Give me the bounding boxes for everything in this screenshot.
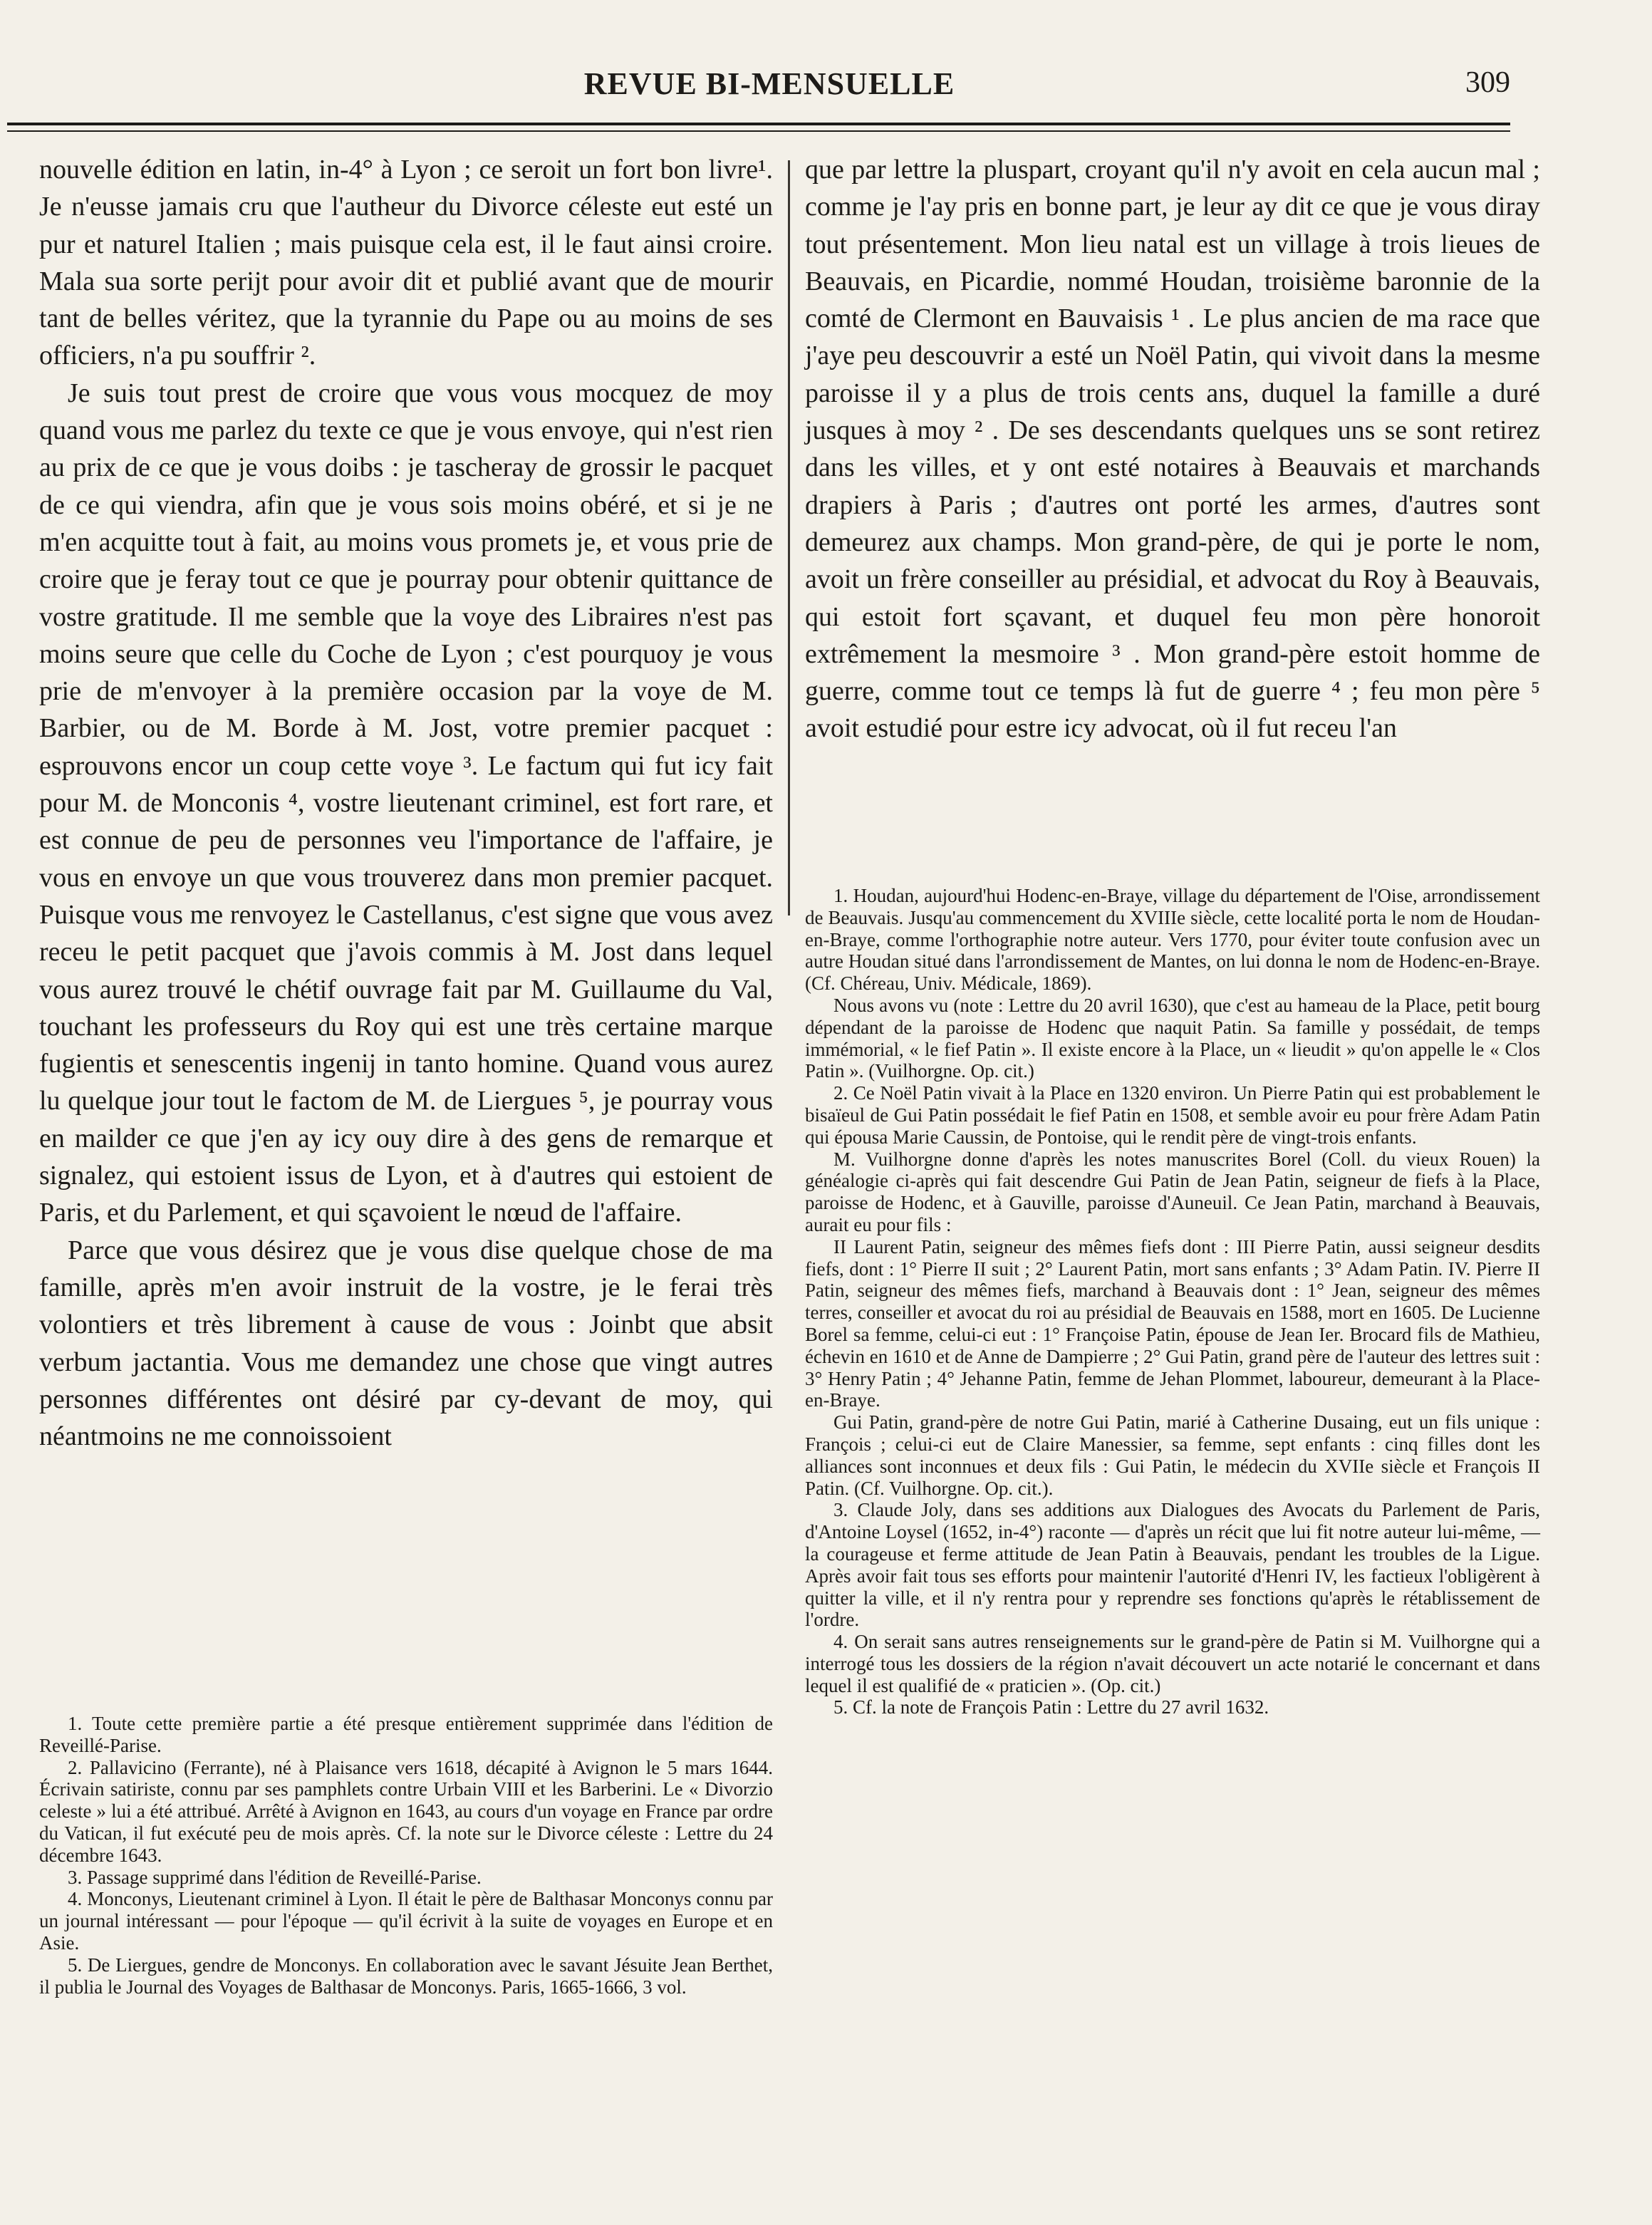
page-number: 309 — [1465, 66, 1510, 99]
footnote: 3. Claude Joly, dans ses additions aux Dialogues des Avocats du Parlement de Paris, d'Antoine Loysel (1652, in-4°) raconte — d'après un récit que lui fit notre auteur lui-même, — la courageuse et ferme attitude de Jean Patin à Beauvais, pendant les troubles de la Ligue. Après avoir fait tous ses efforts pour maintenir l'autorité d'Henri IV, les factieux l'obligèrent à quitter la ville, et il n'y rentra pour y reprendre ses fonctions qu'après le rétablissement de l'ordre. — [805, 1499, 1540, 1631]
column-divider — [788, 160, 790, 916]
footnote: 2. Pallavicino (Ferrante), né à Plaisance vers 1618, décapité à Avignon le 5 mars 1644. Écrivain satiriste, connu par ses pamphlets contre Urbain VIII et les Barberini. Le « Divorzio celeste » lui a été attribué. Arrêté à Avignon en 1643, au cours d'un voyage en France par ordre du Vatican, il fut exécuté peu de mois après. Cf. la note sur le Divorce céleste : Lettre du 24 décembre 1643. — [39, 1756, 773, 1866]
footnote: Nous avons vu (note : Lettre du 20 avril 1630), que c'est au hameau de la Place, petit bourg dépendant de la paroisse de Hodenc que naquit Patin. Sa famille y possédait, de temps immémorial, « le fief Patin ». Il existe encore à la Place, un « lieudit » qu'on appelle le « Clos Patin ». (Vuilhorgne. Op. cit.) — [805, 994, 1540, 1082]
header-rule-thin — [7, 130, 1510, 132]
footnote: 3. Passage supprimé dans l'édition de Reveillé-Parise. — [68, 1866, 482, 1888]
footnote: 2. Ce Noël Patin vivait à la Place en 1320 environ. Un Pierre Patin qui est probablement le bisaïeul de Gui Patin possédait le fief Patin en 1508, et semble avoir eu pour frère Adam Patin qui épousa Marie Caussin, de Pontoise, qui le rendit père de vingt-trois enfants. — [805, 1082, 1540, 1148]
footnote: II Laurent Patin, seigneur des mêmes fiefs dont : III Pierre Patin, aussi seigneur desdits fiefs, dont : 1° Pierre II suit ; 2° Laurent Patin, mort sans enfants ; 3° Adam Patin. IV. Pierre II Patin, seigneur des mêmes fiefs, marchand à Beauvais dont : 1° Jean, seigneur des mêmes terres, conseiller et avocat du roi au présidial de Beauvais en 1588, mort en 1605. De Lucienne Borel sa femme, celui-ci eut : 1° Françoise Patin, épouse de Jean Ier. Brocard fils de Mathieu, échevin en 1610 et de Anne de Dampierre ; 2° Gui Patin, grand père de l'auteur des lettres suit : 3° Henry Patin ; 4° Jehanne Patin, femme de Jehan Plommet, laboureur, demeurant à la Place-en-Braye. — [805, 1235, 1540, 1411]
right-column-body — [805, 151, 1540, 747]
paragraph: Parce que vous désirez que je vous dise quelque chose de ma famille, après m'en avoir instruit de la vostre, je le ferai très volontiers et très librement à cause de vous : Joinbt que absit verbum jactantia. Vous me demandez une chose que vingt autres personnes différentes ont désiré par cy-devant de moy, qui néantmoins ne me connoissoient — [39, 1235, 773, 1452]
header-rule-thick — [7, 123, 1510, 125]
footnote: 4. Monconys, Lieutenant criminel à Lyon. Il était le père de Balthasar Monconys connu par un journal intéressant — pour l'époque — qu'il écrivit à la suite de voyages en Europe et en Asie. — [39, 1888, 773, 1954]
footnote: 5. Cf. la note de François Patin : Lettre du 27 avril 1632. — [833, 1696, 1269, 1718]
left-footnotes — [39, 1713, 773, 1998]
footnote: 4. On serait sans autres renseignements sur le grand-père de Patin si M. Vuilhorgne qui a interrogé tous les dossiers de la région n'avait découvert un acte notarié le concernant et dans lequel il est qualifié de « praticien ». (Op. cit.) — [805, 1631, 1540, 1696]
footnote: Gui Patin, grand-père de notre Gui Patin, marié à Catherine Dusaing, eut un fils unique : François ; celui-ci eut de Claire Manessier, sa femme, sept enfants : cinq filles dont les alliances sont inconnues et deux fils : Gui Patin, le médecin du XVIIe siècle et François II Patin. (Cf. Vuilhorgne. Op. cit.). — [805, 1411, 1540, 1499]
footnote: 1. Houdan, aujourd'hui Hodenc-en-Braye, village du département de l'Oise, arrondissement de Beauvais. Jusqu'au commencement du XVIIIe siècle, cette localité porta le nom de Houdan-en-Braye, comme l'orthographie notre auteur. Vers 1770, pour éviter toute confusion avec un autre Houdan situé dans l'arrondissement de Mantes, on lui donna le nom de Hodenc-en-Braye. (Cf. Chéreau, Univ. Médicale, 1869). — [805, 885, 1540, 995]
journal-title: REVUE BI-MENSUELLE — [583, 66, 955, 101]
footnote: M. Vuilhorgne donne d'après les notes manuscrites Borel (Coll. du vieux Rouen) la généalogie ci-après qui fait descendre Gui Patin de Jean Patin, seigneur de fiefs à la Place, paroisse de Hodenc, et à Gauville, paroisse d'Auneuil. Ce Jean Patin, marchand à Beauvais, aurait eu pour fils : — [805, 1148, 1540, 1235]
paragraph: Je suis tout prest de croire que vous vous mocquez de moy quand vous me parlez du texte ce que je vous envoye, qui n'est rien au prix de ce que je vous doibs : je tascheray de grossir le pacquet de ce qui viendra, afin que je vous sois moins obéré, et si je ne m'en acquitte tout à fait, au moins vous promets je, et vous prie de croire que je feray tout ce que je pourray pour obtenir quittance de vostre gratitude. Il me semble que la voye des Libraires n'est pas moins seure que celle du Coche de Lyon ; c'est pourquoy je vous prie de m'envoyer à la première occasion par la voye de M. Barbier, ou de M. Borde à M. Jost, votre premier pacquet : esprouvons encor un coup cette voye ³. Le factum qui fut icy fait pour M. de Monconis ⁴, vostre lieutenant criminel, est fort rare, et est connue de peu de personnes veu l'importance de l'affaire, je vous en envoye un que vous trouverez dans mon premier pacquet. Puisque vous me renvoyez le Castellanus, c'est signe que vous avez receu le petit pacquet que j'avois commis à M. Jost dans lequel vous aurez trouvé le chétif ouvrage fait par M. Guillaume du Val, touchant les professeurs du Roy qui est une très certaine marque fugientis et senescentis ingenij in tanto homine. Quand vous aurez lu quelque jour tout le factom de M. de Liergues ⁵, je pourray vous en mailder ce que j'en ay icy ouy dire à des gens de remarque et signalez, qui estoient issus de Lyon, et à d'autres qui estoient de Paris, et du Parlement, et qui sçavoient le nœud de l'affaire. — [39, 378, 773, 1228]
left-column-body — [39, 151, 773, 1455]
footnote: 5. De Liergues, gendre de Monconys. En collaboration avec le savant Jésuite Jean Berthet, il publia le Journal des Voyages de Balthasar de Monconys. Paris, 1665-1666, 3 vol. — [39, 1954, 773, 1998]
footnote: 1. Toute cette première partie a été presque entièrement supprimée dans l'édition de Reveillé-Parise. — [39, 1713, 773, 1756]
paragraph: nouvelle édition en latin, in-4° à Lyon ; ce seroit un fort bon livre¹. Je n'eusse jamais cru que l'autheur du Divorce céleste eut esté un pur et naturel Italien ; mais puisque cela est, il le faut ainsi croire. Mala sua sorte perijt pour avoir dit et publié avant que de mourir tant de belles véritez, que la tyrannie du Pape ou au moins de ses officiers, n'a pu souffrir ². — [39, 155, 773, 371]
right-footnotes — [805, 885, 1540, 1718]
running-header — [28, 66, 1510, 115]
paragraph: que par lettre la pluspart, croyant qu'il n'y avoit en cela aucun mal ; comme je l'ay pris en bonne part, je leur ay dit ce que je vous diray tout présentement. Mon lieu natal est un village à trois lieues de Beauvais, en Picardie, nommé Houdan, troisième baronnie de la comté de Clermont en Bauvaisis ¹ . Le plus ancien de ma race que j'aye peu descouvrir a esté un Noël Patin, qui vivoit dans la mesme paroisse il y a plus de trois cents ans, duquel la famille a duré jusques à moy ² . De ses descendants quelques uns se sont retirez dans les villes, et y ont esté notaires à Beauvais et marchands drapiers à Paris ; d'autres ont porté les armes, d'autres sont demeurez aux champs. Mon grand-père, de qui je porte le nom, avoit un frère conseiller au présidial, et advocat du Roy à Beauvais, qui estoit fort sçavant, et duquel feu mon père honoroit extrêmement la mesmoire ³ . Mon grand-père estoit homme de guerre, comme tout ce temps là fut de guerre ⁴ ; feu mon père ⁵ avoit estudié pour estre icy advocat, où il fut receu l'an — [805, 155, 1540, 744]
